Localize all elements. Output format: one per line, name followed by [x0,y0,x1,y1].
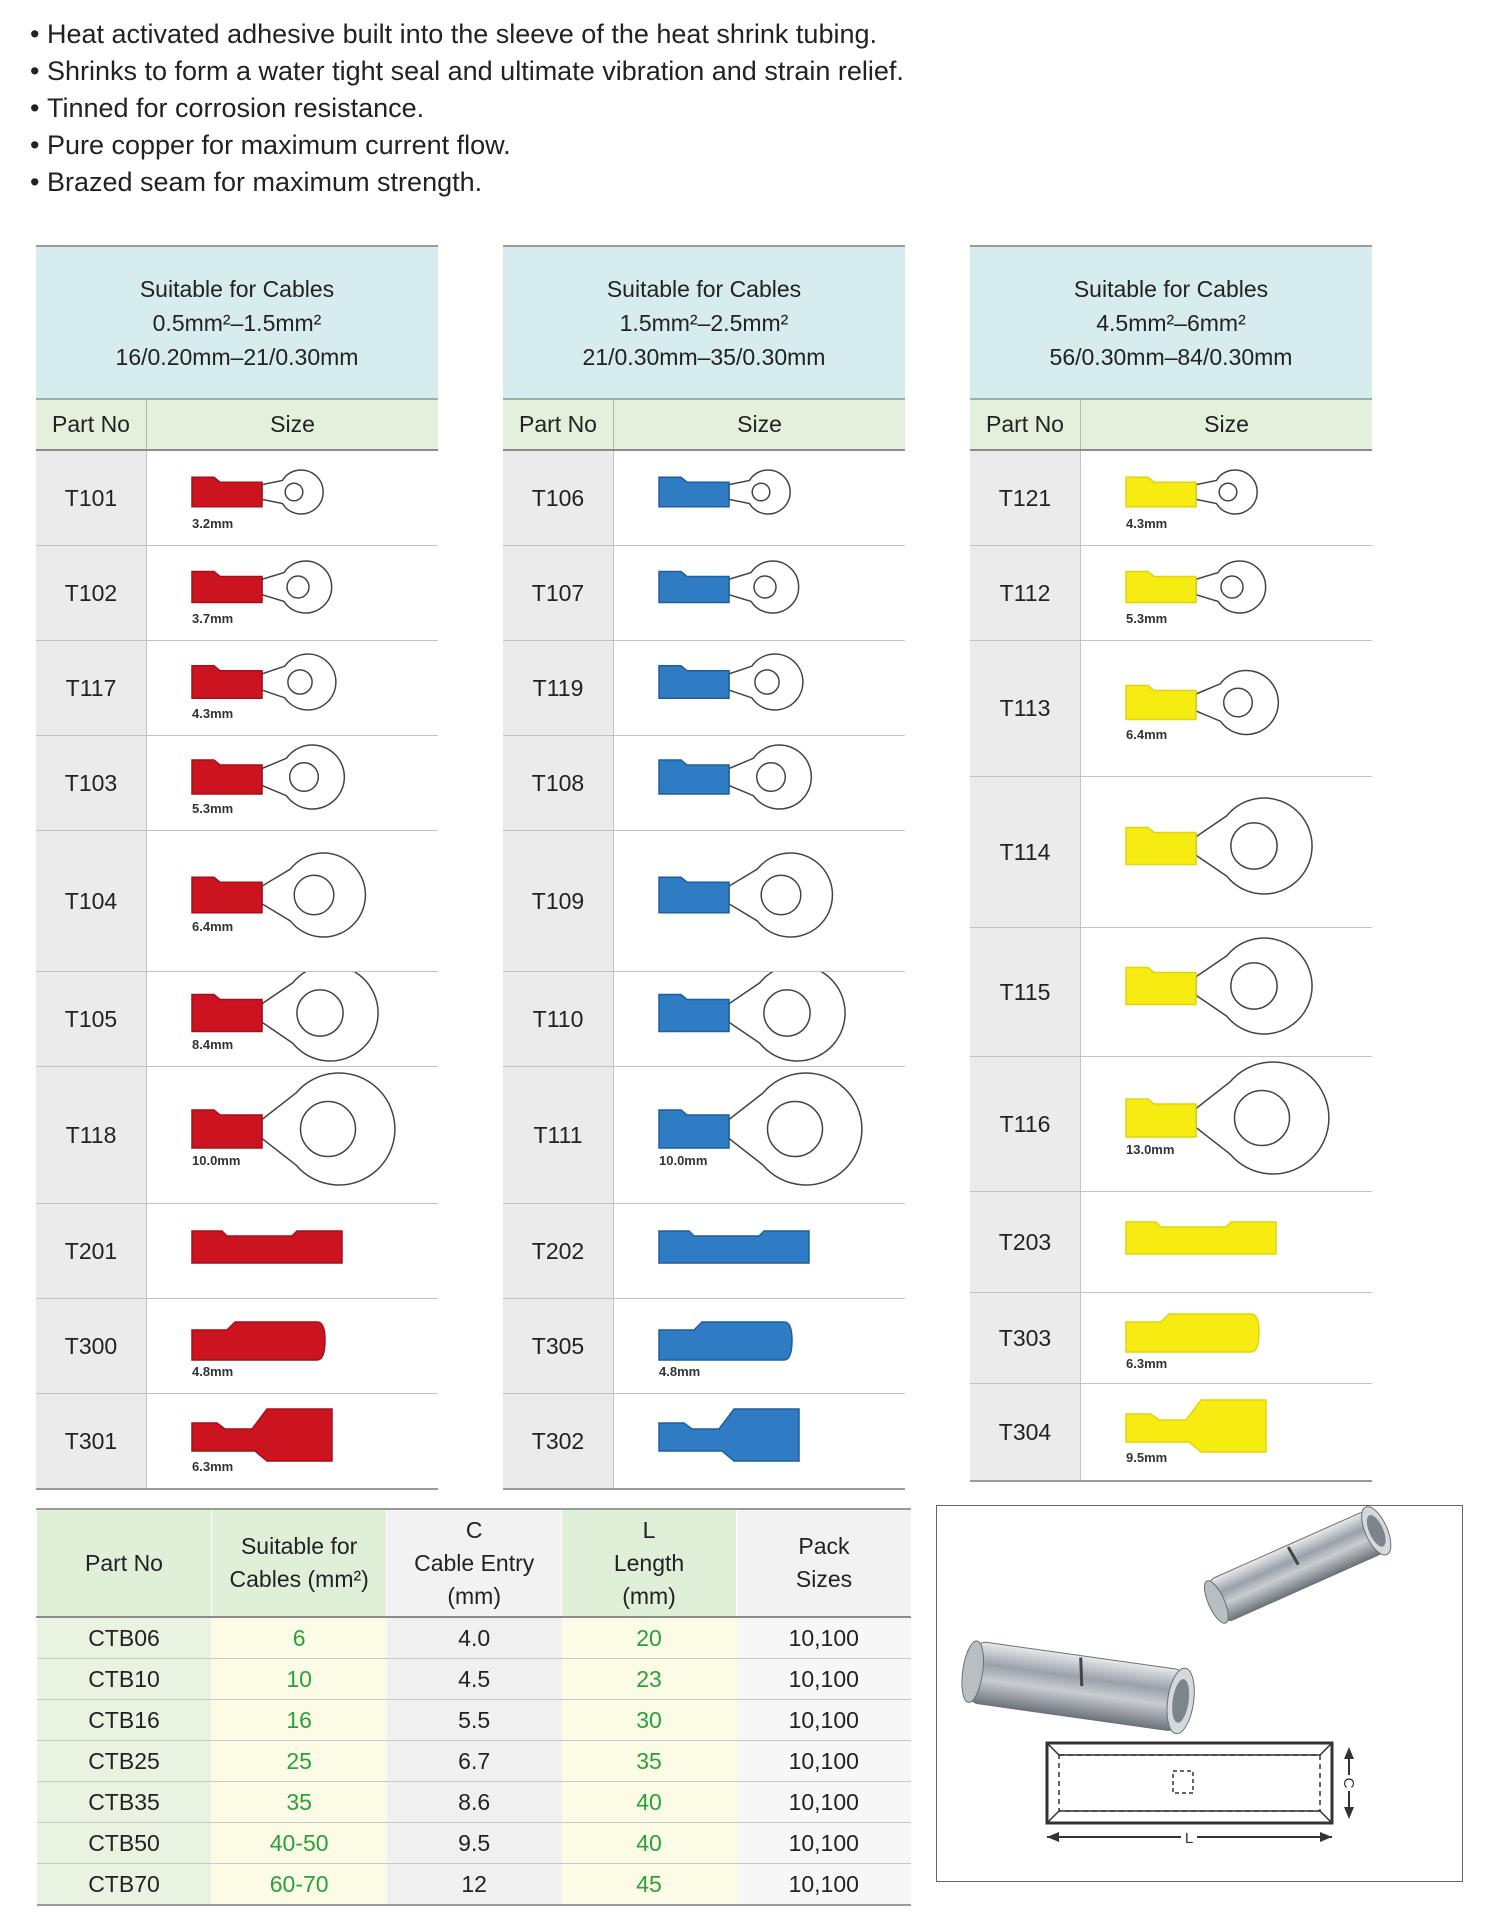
cable-range-title: Suitable for Cables [139,275,335,302]
terminal-row [503,831,905,972]
cable-range-header [970,247,1372,400]
feature-item: • Pure copper for maximum current flow. [30,127,1030,164]
terminal-row [503,1394,905,1490]
part-number: T107 [503,546,614,640]
terminal-size-cell [147,1394,438,1488]
terminal-drawing [659,1073,862,1185]
cable-range-line: 56/0.30mm–84/0.30mm [1049,343,1293,370]
ctb-cable-entry: 4.5 [387,1659,562,1700]
part-number: T103 [36,736,147,830]
part-number: T203 [970,1192,1081,1292]
terminal-row [36,972,438,1067]
ctb-header-part: Part No [37,1509,212,1617]
terminal-size-cell [1081,451,1372,545]
terminal-row [36,736,438,831]
ctb-part-no: CTB25 [37,1741,212,1782]
terminal-size-cell [147,1067,438,1203]
terminal-size-cell [1081,546,1372,640]
stud-size-label: 6.4mm [1126,726,1168,742]
stud-size-label: 4.8mm [659,1364,701,1379]
terminal-size-cell [147,451,438,545]
ctb-cable-entry: 6.7 [387,1741,562,1782]
length-label: L [1184,1830,1194,1847]
ctb-length: 23 [562,1659,737,1700]
stud-size-label: 4.3mm [192,706,234,721]
terminal-size-cell [614,831,905,971]
terminal-drawing [1126,798,1312,894]
ctb-row [37,1782,912,1823]
part-number: T304 [970,1384,1081,1480]
ctb-part-no: CTB10 [37,1659,212,1700]
part-number: T111 [503,1067,614,1203]
terminal-row [503,1204,905,1299]
terminal-image [147,736,437,830]
terminal-row [503,1067,905,1204]
stud-size-label: 10.0mm [659,1153,708,1168]
terminal-drawing [1126,671,1278,735]
ctb-part-no: CTB50 [37,1823,212,1864]
ctb-row [37,1617,912,1659]
ctb-length: 40 [562,1823,737,1864]
terminal-row [970,451,1372,546]
terminal-image [147,546,437,640]
part-number: T113 [970,641,1081,776]
terminal-image [147,1394,437,1488]
terminal-image [147,451,437,545]
part-number: T114 [970,777,1081,927]
part-number: T303 [970,1293,1081,1383]
terminal-size-cell [1081,928,1372,1056]
ctb-length: 40 [562,1782,737,1823]
terminal-drawing [659,1409,799,1461]
ctb-length: 45 [562,1864,737,1906]
ctb-row [37,1741,912,1782]
ctb-cable-size: 60-70 [211,1864,386,1906]
stud-size-label: 13.0mm [1126,1142,1175,1157]
terminal-row [503,736,905,831]
terminal-size-cell [147,972,438,1066]
terminal-image [147,831,437,971]
terminal-drawing [659,561,799,613]
terminal-image [614,1299,904,1393]
terminal-size-cell [614,1204,905,1298]
terminal-size-cell [614,972,905,1066]
stud-size-label: 5.3mm [192,801,234,816]
terminal-image [614,1394,904,1488]
terminal-size-cell [614,451,905,545]
ctb-row [37,1700,912,1741]
feature-item: • Tinned for corrosion resistance. [30,90,1030,127]
cable-range-line: 0.5mm²–1.5mm² [152,309,322,336]
terminal-drawing [192,1073,395,1185]
part-number: T108 [503,736,614,830]
terminal-image [1081,546,1371,640]
part-number: T106 [503,451,614,545]
terminal-image [614,641,904,735]
part-number: T121 [970,451,1081,545]
terminal-image [147,1067,437,1203]
part-number: T301 [36,1394,147,1488]
part-number: T116 [970,1057,1081,1191]
column-header-row [36,400,438,451]
terminal-drawing [1126,1062,1329,1174]
terminal-row [970,1293,1372,1384]
part-number: T112 [970,546,1081,640]
ctb-cable-size: 35 [211,1782,386,1823]
terminal-image [147,641,437,735]
ctb-length: 20 [562,1617,737,1659]
ctb-table [36,1508,911,1906]
cable-entry-label: C [1340,1777,1357,1789]
terminal-size-cell [614,546,905,640]
terminal-row [36,831,438,972]
small-butt-connector-image [1198,1506,1396,1629]
stud-size-label: 5.3mm [1126,611,1168,626]
terminal-size-cell [1081,777,1372,927]
terminal-row [970,641,1372,777]
column-header-part-no: Part No [503,400,614,449]
terminal-size-cell [1081,1192,1372,1292]
cable-range-title: Suitable for Cables [606,275,802,302]
ctb-header-row [37,1509,912,1617]
cable-range-header [36,247,438,400]
terminal-row [970,777,1372,928]
terminal-row [970,928,1372,1057]
terminal-size-cell [614,1394,905,1488]
terminal-size-cell [1081,1057,1372,1191]
terminal-drawing [659,745,811,809]
terminal-image [1081,777,1371,927]
part-number: T117 [36,641,147,735]
terminal-drawing [192,1231,342,1263]
stud-size-label: 6.3mm [192,1459,234,1474]
feature-item: • Shrinks to form a water tight seal and ultimate vibration and strain relief. [30,53,1030,90]
terminal-row [970,546,1372,641]
terminal-drawing [1126,561,1266,613]
ctb-header-l: L Length (mm) [562,1509,737,1617]
terminal-size-cell [1081,1384,1372,1480]
terminal-image [147,1299,437,1393]
column-header-size: Size [737,411,782,437]
part-number: T202 [503,1204,614,1298]
ctb-pack-sizes: 10,100 [737,1659,912,1700]
feature-list [30,16,1030,201]
cable-range-line: 16/0.20mm–21/0.30mm [115,343,359,370]
terminal-row [36,546,438,641]
part-number: T118 [36,1067,147,1203]
terminal-size-cell [614,736,905,830]
terminal-drawing [659,470,790,514]
terminal-size-cell [147,1204,438,1298]
large-butt-connector-image [958,1638,1198,1736]
column-header-size: Size [270,411,315,437]
terminal-size-cell [147,1299,438,1393]
stud-size-label: 9.5mm [1126,1450,1168,1465]
terminal-row [36,1067,438,1204]
stud-size-label: 4.3mm [1126,516,1168,531]
ctb-pack-sizes: 10,100 [737,1864,912,1906]
terminal-drawing [192,1409,332,1461]
terminal-size-cell [1081,641,1372,776]
column-header-row [970,400,1372,451]
ctb-row [37,1659,912,1700]
terminal-drawing [192,470,323,514]
column-header-part-no: Part No [970,400,1081,449]
terminal-drawing [659,853,832,937]
terminal-size-cell [614,1067,905,1203]
terminal-image [1081,928,1371,1056]
ctb-cable-entry: 4.0 [387,1617,562,1659]
stud-size-label: 3.7mm [192,611,234,626]
terminal-drawing [192,745,344,809]
ctb-length: 30 [562,1700,737,1741]
ctb-part-no: CTB06 [37,1617,212,1659]
part-number: T302 [503,1394,614,1488]
terminal-image [614,831,904,971]
feature-item: • Heat activated adhesive built into the sleeve of the heat shrink tubing. [30,16,1030,53]
terminal-drawing [1126,1314,1259,1352]
ctb-pack-sizes: 10,100 [737,1823,912,1864]
terminal-drawing [192,561,332,613]
terminal-size-cell [147,641,438,735]
ctb-length: 35 [562,1741,737,1782]
terminal-drawing [659,1322,792,1360]
terminal-image [614,1204,904,1298]
ctb-pack-sizes: 10,100 [737,1782,912,1823]
terminal-image [614,451,904,545]
part-number: T300 [36,1299,147,1393]
part-number: T201 [36,1204,147,1298]
terminal-image [614,1067,904,1203]
terminal-drawing [1126,938,1312,1034]
ctb-header-pack: Pack Sizes [737,1509,912,1617]
stud-size-label: 4.8mm [192,1364,234,1379]
stud-size-label: 10.0mm [192,1153,241,1168]
dimension-diagram [1047,1743,1357,1847]
terminal-row [970,1384,1372,1482]
ctb-row [37,1864,912,1906]
terminal-row [36,1394,438,1490]
butt-connector-photo [936,1505,1463,1882]
ctb-cable-size: 40-50 [211,1823,386,1864]
ctb-cable-size: 16 [211,1700,386,1741]
terminal-drawing [659,972,845,1061]
part-number: T119 [503,641,614,735]
terminal-size-cell [147,831,438,971]
terminal-row [503,1299,905,1394]
column-header-part-no: Part No [36,400,147,449]
terminal-row [970,1192,1372,1293]
ctb-row [37,1823,912,1864]
cable-range-header [503,247,905,400]
cable-range-line: 21/0.30mm–35/0.30mm [582,343,826,370]
column-header-size: Size [1204,411,1249,437]
part-number: T110 [503,972,614,1066]
terminal-row [36,641,438,736]
terminal-image [147,1204,437,1298]
terminal-size-cell [147,546,438,640]
feature-item: • Brazed seam for maximum strength. [30,164,1030,201]
terminal-row [503,546,905,641]
part-number: T104 [36,831,147,971]
part-number: T101 [36,451,147,545]
blue-terminal-table [503,245,905,1490]
terminal-image [1081,1293,1371,1383]
terminal-size-cell [614,641,905,735]
ctb-cable-entry: 5.5 [387,1700,562,1741]
column-header-row [503,400,905,451]
terminal-drawing [192,1322,325,1360]
terminal-drawing [1126,1222,1276,1254]
terminal-drawing [1126,470,1257,514]
ctb-pack-sizes: 10,100 [737,1741,912,1782]
terminal-drawing [192,654,336,710]
terminal-size-cell [147,736,438,830]
part-number: T102 [36,546,147,640]
ctb-cable-entry: 8.6 [387,1782,562,1823]
cable-range-line: 1.5mm²–2.5mm² [619,309,789,336]
terminal-size-cell [614,1299,905,1393]
terminal-row [503,972,905,1067]
terminal-row [36,1204,438,1299]
terminal-image [614,546,904,640]
terminal-image [1081,1057,1371,1191]
ctb-part-no: CTB16 [37,1700,212,1741]
terminal-drawing [1126,1400,1266,1452]
terminal-row [503,451,905,546]
terminal-image [614,972,904,1066]
terminal-drawing [659,654,803,710]
red-terminal-table [36,245,438,1490]
ctb-header-c: C Cable Entry (mm) [387,1509,562,1617]
terminal-image [1081,451,1371,545]
terminal-image [614,736,904,830]
terminal-image [147,972,437,1066]
part-number: T109 [503,831,614,971]
part-number: T305 [503,1299,614,1393]
butt-connector-illustration [937,1506,1462,1881]
ctb-cable-size: 10 [211,1659,386,1700]
terminal-image [1081,1192,1371,1292]
ctb-part-no: CTB35 [37,1782,212,1823]
stud-size-label: 6.3mm [1126,1356,1168,1371]
ctb-cable-size: 6 [211,1617,386,1659]
terminal-row [503,641,905,736]
yellow-terminal-table [970,245,1372,1482]
terminal-image [1081,1384,1371,1480]
cable-range-title: Suitable for Cables [1073,275,1269,302]
part-number: T115 [970,928,1081,1056]
ctb-part-no: CTB70 [37,1864,212,1906]
ctb-pack-sizes: 10,100 [737,1700,912,1741]
stud-size-label: 8.4mm [192,1037,234,1052]
stud-size-label: 3.2mm [192,516,234,531]
stud-size-label: 6.4mm [192,919,234,934]
terminal-row [36,1299,438,1394]
ctb-header-cables: Suitable for Cables (mm²) [211,1509,386,1617]
terminal-row [36,451,438,546]
terminal-image [1081,641,1371,776]
ctb-pack-sizes: 10,100 [737,1617,912,1659]
ctb-cable-entry: 9.5 [387,1823,562,1864]
terminal-size-cell [1081,1293,1372,1383]
part-number: T105 [36,972,147,1066]
ctb-cable-entry: 12 [387,1864,562,1906]
ctb-cable-size: 25 [211,1741,386,1782]
cable-range-line: 4.5mm²–6mm² [1096,309,1246,336]
terminal-row [970,1057,1372,1192]
terminal-drawing [659,1231,809,1263]
